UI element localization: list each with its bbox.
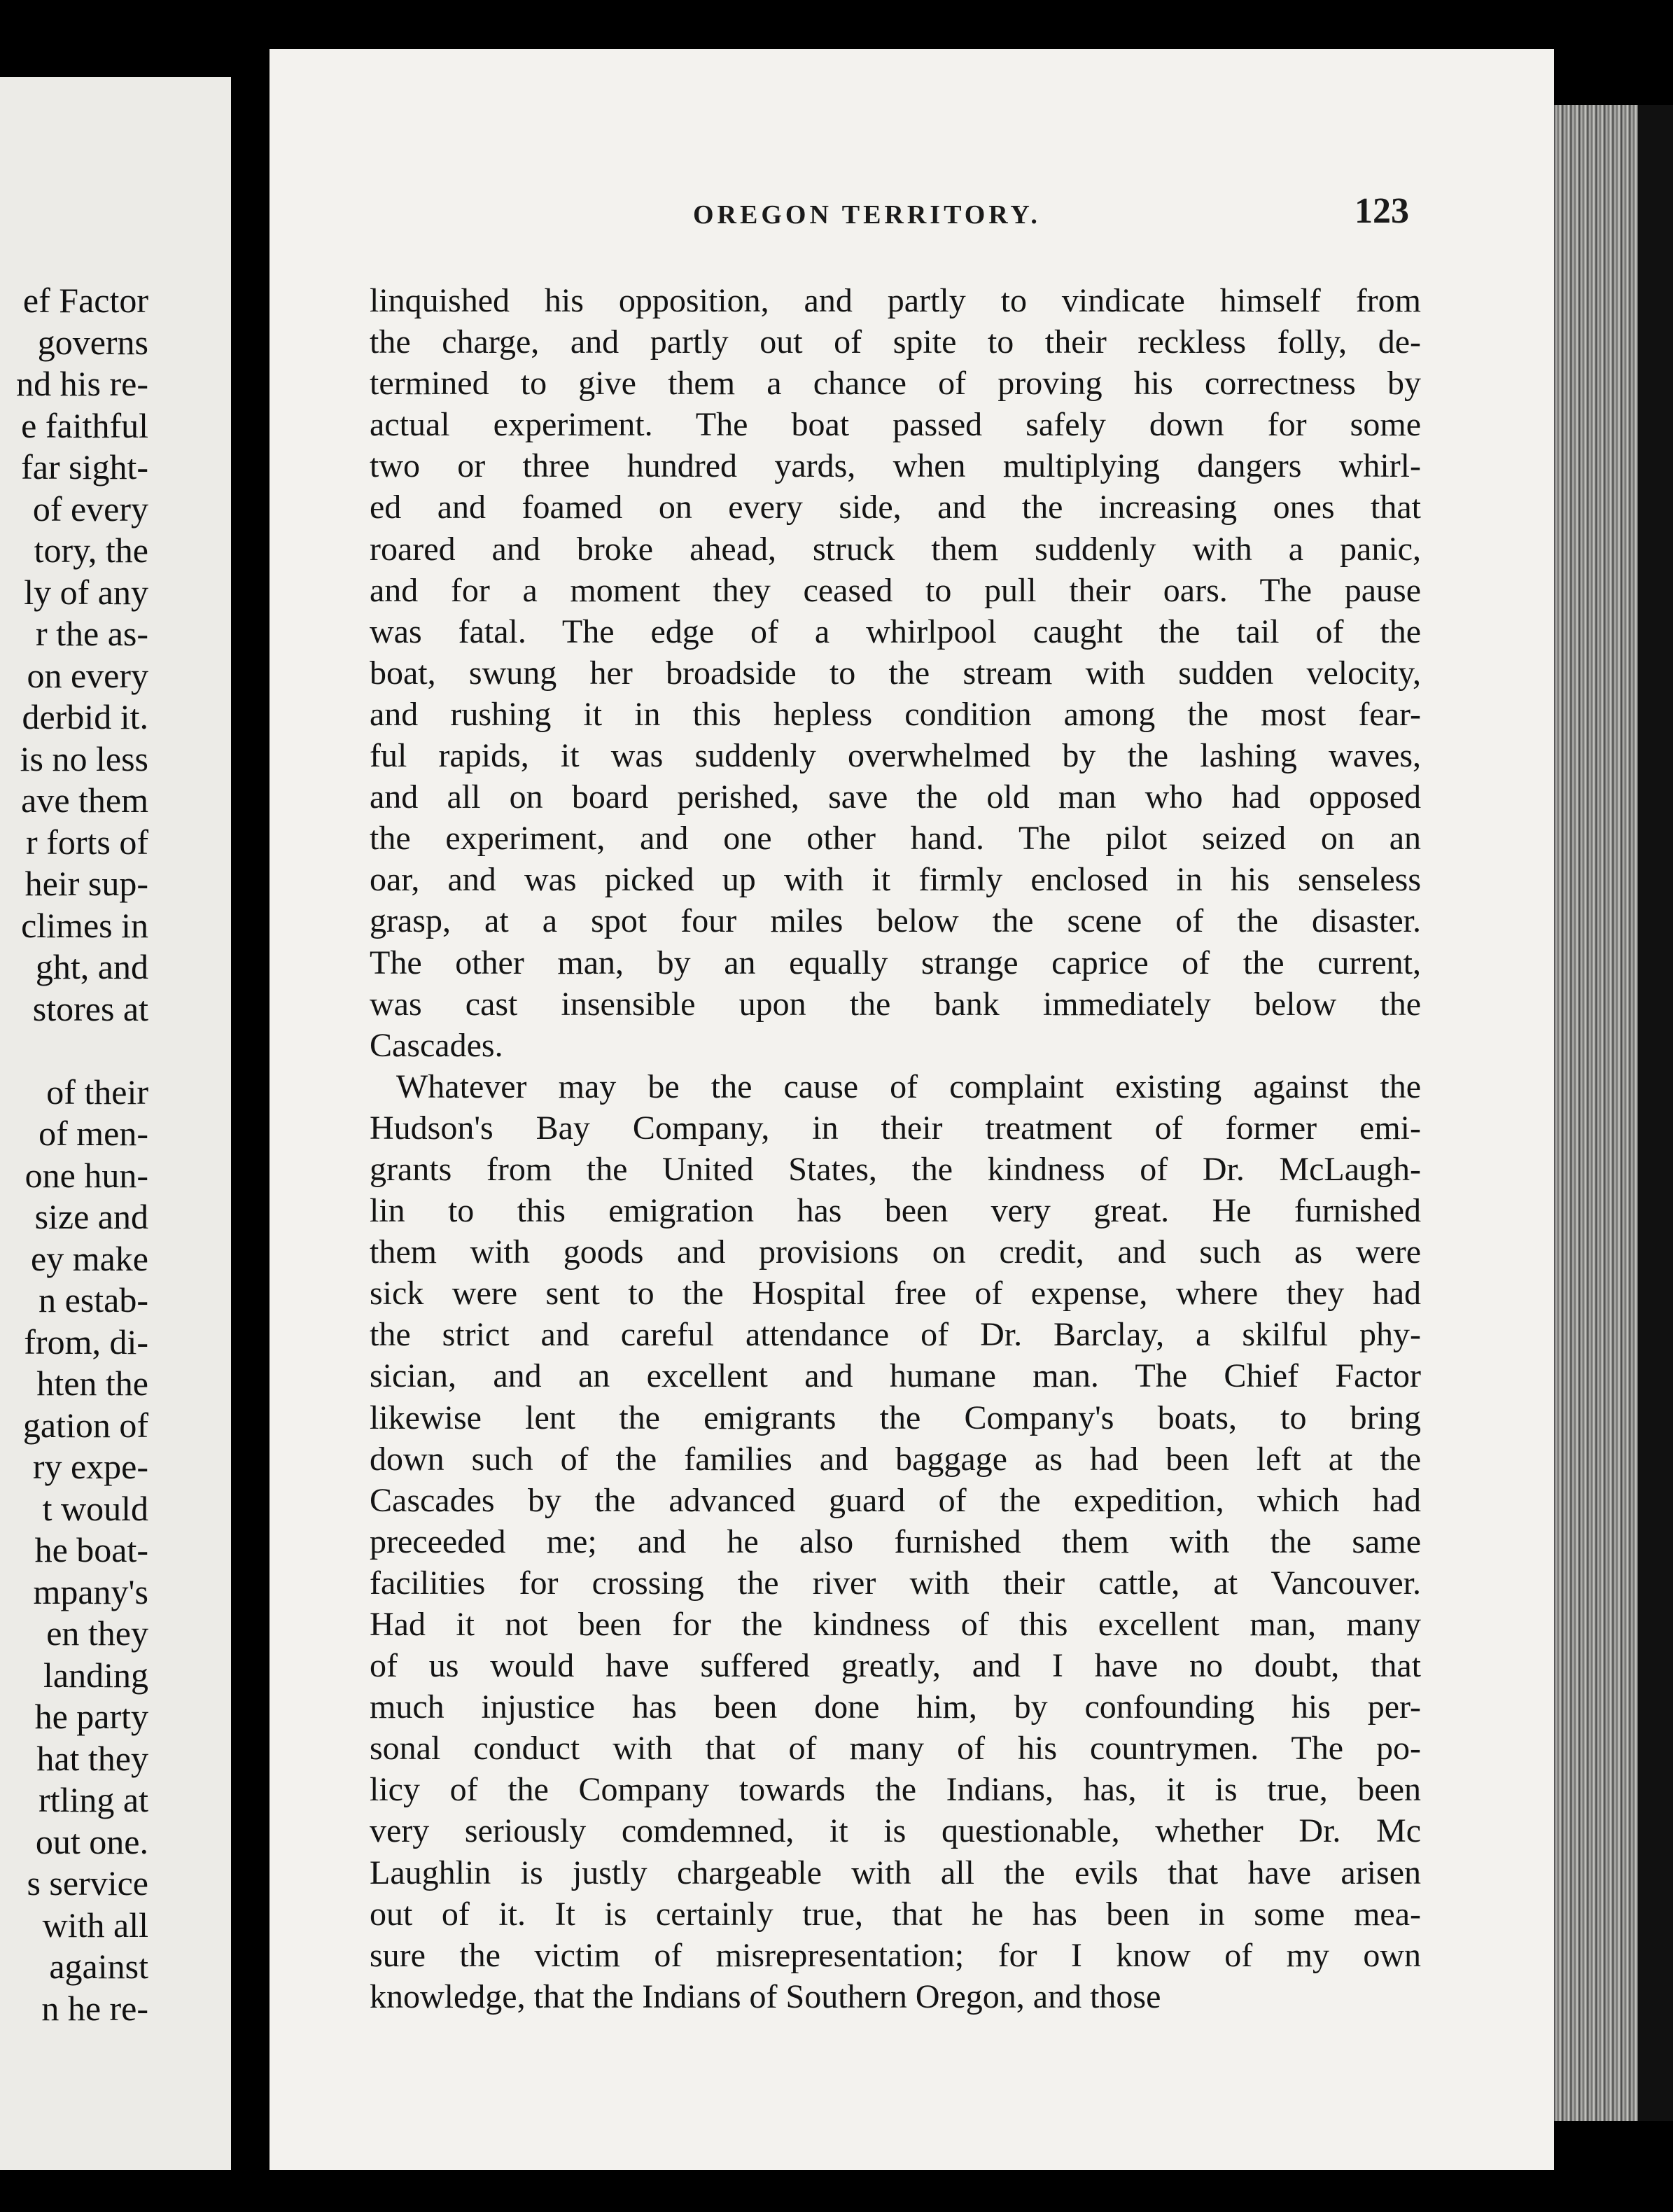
left-page-line: with all <box>42 1905 148 1945</box>
text-line: the experiment, and one other hand. The pilot seized on an <box>370 820 1421 858</box>
text-line: preceeded me; and he also furnished them with the same <box>370 1522 1421 1560</box>
left-page-line: out one. <box>35 1821 148 1861</box>
text-line: lin to this emigration has been very great. He furnished <box>370 1192 1421 1230</box>
left-page-line: gation of <box>22 1405 148 1445</box>
left-page-line <box>16 1030 148 1072</box>
left-page-line: ave them <box>21 780 148 820</box>
text-line: and for a moment they ceased to pull their oars. The pause <box>370 571 1421 609</box>
text-line: termined to give them a chance of proving his correctness by <box>370 365 1421 402</box>
text-line: The other man, by an equally strange caprice of the current, <box>370 944 1421 981</box>
left-page-line: n he re- <box>41 1988 148 2028</box>
left-page-line: ry expe- <box>32 1447 148 1486</box>
text-line: of us would have suffered greatly, and I have no doubt, that <box>370 1647 1421 1685</box>
text-line: them with goods and provisions on credit, and such as were <box>370 1233 1421 1271</box>
left-page-line: mpany's <box>33 1572 148 1611</box>
left-page-line: ly of any <box>24 572 148 612</box>
left-page-line: t would <box>42 1488 148 1528</box>
text-line: was cast insensible upon the bank immediately below the <box>370 985 1421 1023</box>
book-cover-edge <box>1638 105 1673 2121</box>
left-page-line: nd his re- <box>16 364 148 403</box>
left-page-line: hten the <box>36 1364 148 1403</box>
left-page-line: n estab- <box>38 1280 148 1320</box>
text-line: Hudson's Bay Company, in their treatment of former emi- <box>370 1109 1421 1147</box>
page-number: 123 <box>1354 191 1409 231</box>
left-page-line: of every <box>32 489 148 528</box>
left-page-line: r the as- <box>35 614 148 653</box>
left-page-line: ey make <box>31 1238 148 1278</box>
left-page-line: hat they <box>36 1738 148 1778</box>
left-page-line: from, di- <box>24 1322 148 1362</box>
left-page-line: governs <box>37 322 148 362</box>
text-line: Cascades by the advanced guard of the expedition, which had <box>370 1481 1421 1519</box>
left-page-line: landing <box>43 1655 148 1695</box>
text-line: out of it. It is certainly true, that he has been in some mea- <box>370 1895 1421 1933</box>
text-line: Cascades. <box>370 1026 503 1064</box>
left-page-line: r forts of <box>26 822 148 862</box>
left-page-line: he party <box>34 1697 148 1736</box>
left-page-line: ght, and <box>35 947 148 986</box>
text-line: boat, swung her broadside to the stream with sudden velocity, <box>370 654 1421 692</box>
left-page-text <box>16 280 148 2029</box>
left-page-line: he boat- <box>34 1530 148 1569</box>
left-page-line: against <box>49 1947 148 1986</box>
left-page-line: e faithful <box>21 405 148 445</box>
text-line: licy of the Company towards the Indians, has, it is true, been <box>370 1771 1421 1809</box>
text-line: likewise lent the emigrants the Company's boats, to bring <box>370 1399 1421 1436</box>
left-page-line: tory, the <box>34 531 148 570</box>
text-line: knowledge, that the Indians of Southern Oregon, and those <box>370 1977 1161 2015</box>
text-line: sure the victim of misrepresentation; for I know of my own <box>370 1936 1421 1974</box>
running-head: OREGON TERRITORY. <box>693 200 1041 230</box>
left-page-line: heir sup- <box>24 864 148 903</box>
text-line: facilities for crossing the river with their cattle, at Vancouver. <box>370 1564 1421 1602</box>
text-line: linquished his opposition, and partly to vindicate himself from <box>370 282 1421 319</box>
text-line: the strict and careful attendance of Dr. Barclay, a skilful phy- <box>370 1316 1421 1354</box>
page-edges <box>1554 105 1638 2121</box>
text-line: Whatever may be the cause of complaint existing against the <box>396 1068 1421 1105</box>
left-page-line: size and <box>34 1197 148 1236</box>
text-line: two or three hundred yards, when multiplying dangers whirl- <box>370 447 1421 485</box>
text-line: was fatal. The edge of a whirlpool caught the tail of the <box>370 612 1421 650</box>
text-line: roared and broke ahead, struck them suddenly with a panic, <box>370 530 1421 568</box>
body-text <box>370 280 1421 2017</box>
text-line: and all on board perished, save the old man who had opposed <box>370 778 1421 816</box>
left-page-line: climes in <box>21 905 148 945</box>
text-line: grants from the United States, the kindness of Dr. McLaugh- <box>370 1150 1421 1188</box>
text-line: sick were sent to the Hospital free of expense, where they had <box>370 1275 1421 1312</box>
left-page-line: one hun- <box>24 1155 148 1195</box>
book-gutter <box>231 0 270 2212</box>
left-page-line: far sight- <box>21 447 148 486</box>
left-page-line: rtling at <box>38 1780 148 1819</box>
text-line: oar, and was picked up with it firmly enclosed in his senseless <box>370 861 1421 899</box>
text-line: Laughlin is justly chargeable with all the evils that have arisen <box>370 1854 1421 1891</box>
left-page-line: s service <box>27 1863 148 1903</box>
text-line: ed and foamed on every side, and the increasing ones that <box>370 489 1421 526</box>
text-line: Had it not been for the kindness of this excellent man, many <box>370 1606 1421 1643</box>
left-page-line: on every <box>27 655 148 695</box>
text-line: the charge, and partly out of spite to their reckless folly, de- <box>370 323 1421 361</box>
left-page-line: derbid it. <box>22 697 148 736</box>
left-page-line: of their <box>46 1072 148 1112</box>
left-page-line: ef Factor <box>22 281 148 320</box>
text-line: grasp, at a spot four miles below the scene of the disaster. <box>370 902 1421 940</box>
left-page-line: en they <box>46 1614 148 1653</box>
text-line: actual experiment. The boat passed safely down for some <box>370 406 1421 444</box>
left-page <box>0 77 231 2170</box>
left-page-line: of men- <box>38 1114 148 1153</box>
text-line: and rushing it in this hepless condition among the most fear- <box>370 695 1421 733</box>
left-page-line: stores at <box>32 988 148 1028</box>
text-line: very seriously comdemned, it is questionable, whether Dr. Mc <box>370 1812 1421 1850</box>
text-line: ful rapids, it was suddenly overwhelmed by the lashing waves, <box>370 737 1421 775</box>
left-page-line: is no less <box>20 738 148 778</box>
text-line: sician, and an excellent and humane man. The Chief Factor <box>370 1357 1421 1395</box>
text-line: much injustice has been done him, by confounding his per- <box>370 1688 1421 1726</box>
text-line: down such of the families and baggage as had been left at the <box>370 1440 1421 1478</box>
text-line: sonal conduct with that of many of his countrymen. The po- <box>370 1730 1421 1768</box>
